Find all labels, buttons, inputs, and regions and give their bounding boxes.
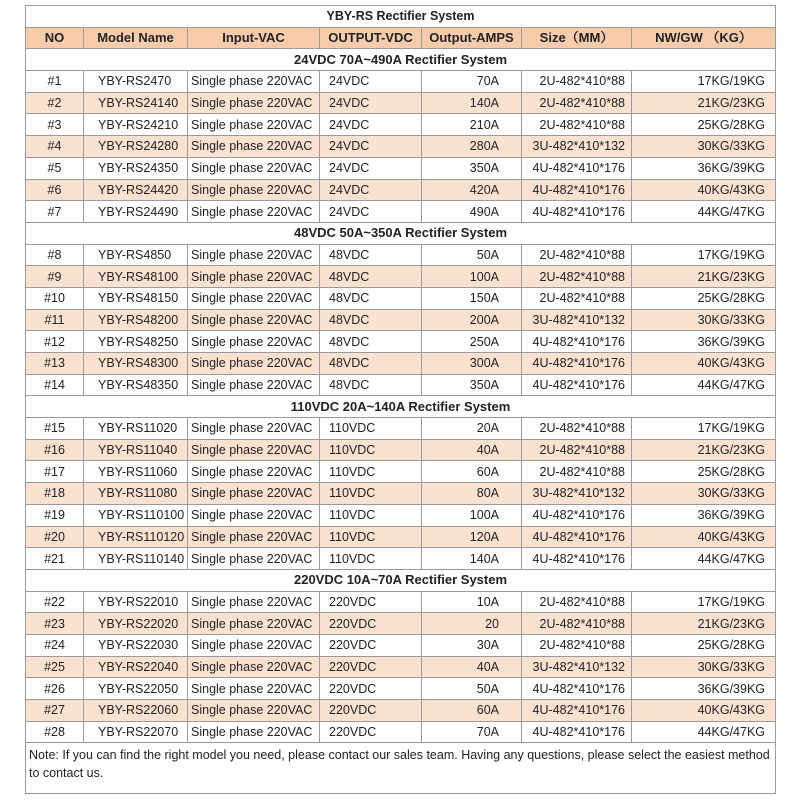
table-row bbox=[26, 526, 776, 548]
cell-size: 4U-482*410*176 bbox=[522, 353, 632, 375]
cell-weight: 40KG/43KG bbox=[632, 179, 776, 201]
cell-output-amps: 280A bbox=[422, 136, 522, 158]
cell-input-vac: Single phase 220VAC bbox=[188, 114, 320, 136]
cell-output-vdc: 24VDC bbox=[320, 157, 422, 179]
cell-output-amps: 250A bbox=[422, 331, 522, 353]
cell-output-amps: 40A bbox=[422, 439, 522, 461]
cell-no: #9 bbox=[26, 266, 84, 288]
cell-output-vdc: 24VDC bbox=[320, 71, 422, 93]
table-row bbox=[26, 71, 776, 93]
cell-output-vdc: 48VDC bbox=[320, 374, 422, 396]
cell-output-amps: 140A bbox=[422, 548, 522, 570]
note-row bbox=[26, 743, 776, 794]
cell-weight: 17KG/19KG bbox=[632, 244, 776, 266]
cell-weight: 40KG/43KG bbox=[632, 700, 776, 722]
cell-no: #28 bbox=[26, 721, 84, 743]
cell-weight: 36KG/39KG bbox=[632, 678, 776, 700]
cell-input-vac: Single phase 220VAC bbox=[188, 374, 320, 396]
cell-weight: 40KG/43KG bbox=[632, 353, 776, 375]
cell-output-amps: 100A bbox=[422, 266, 522, 288]
table-row bbox=[26, 353, 776, 375]
cell-output-amps: 350A bbox=[422, 374, 522, 396]
section-row bbox=[26, 396, 776, 418]
cell-model-name: YBY-RS48100 bbox=[84, 266, 188, 288]
cell-model-name: YBY-RS11080 bbox=[84, 483, 188, 505]
table-row bbox=[26, 287, 776, 309]
cell-no: #15 bbox=[26, 418, 84, 440]
cell-output-amps: 70A bbox=[422, 721, 522, 743]
table-row bbox=[26, 483, 776, 505]
cell-output-amps: 210A bbox=[422, 114, 522, 136]
cell-output-amps: 80A bbox=[422, 483, 522, 505]
cell-output-amps: 20A bbox=[422, 418, 522, 440]
header-row bbox=[26, 27, 776, 49]
cell-weight: 30KG/33KG bbox=[632, 136, 776, 158]
cell-output-vdc: 24VDC bbox=[320, 201, 422, 223]
cell-output-amps: 490A bbox=[422, 201, 522, 223]
cell-output-vdc: 48VDC bbox=[320, 331, 422, 353]
cell-output-vdc: 110VDC bbox=[320, 526, 422, 548]
cell-no: #13 bbox=[26, 353, 84, 375]
table-row bbox=[26, 374, 776, 396]
cell-output-vdc: 48VDC bbox=[320, 266, 422, 288]
table-row bbox=[26, 157, 776, 179]
cell-no: #26 bbox=[26, 678, 84, 700]
cell-input-vac: Single phase 220VAC bbox=[188, 287, 320, 309]
cell-input-vac: Single phase 220VAC bbox=[188, 526, 320, 548]
cell-no: #25 bbox=[26, 656, 84, 678]
cell-no: #7 bbox=[26, 201, 84, 223]
cell-size: 3U-482*410*132 bbox=[522, 309, 632, 331]
header-size: Size（MM） bbox=[522, 27, 632, 49]
cell-input-vac: Single phase 220VAC bbox=[188, 461, 320, 483]
header-no: NO bbox=[26, 27, 84, 49]
table-row bbox=[26, 504, 776, 526]
cell-no: #17 bbox=[26, 461, 84, 483]
cell-size: 4U-482*410*176 bbox=[522, 179, 632, 201]
cell-input-vac: Single phase 220VAC bbox=[188, 136, 320, 158]
cell-output-amps: 100A bbox=[422, 504, 522, 526]
table-title-row bbox=[26, 6, 776, 28]
cell-input-vac: Single phase 220VAC bbox=[188, 634, 320, 656]
cell-no: #27 bbox=[26, 700, 84, 722]
section-title: 220VDC 10A~70A Rectifier System bbox=[26, 569, 776, 591]
cell-no: #4 bbox=[26, 136, 84, 158]
cell-output-vdc: 220VDC bbox=[320, 613, 422, 635]
cell-output-amps: 120A bbox=[422, 526, 522, 548]
header-output-vdc: OUTPUT-VDC bbox=[320, 27, 422, 49]
cell-output-amps: 420A bbox=[422, 179, 522, 201]
cell-size: 2U-482*410*88 bbox=[522, 634, 632, 656]
cell-output-amps: 350A bbox=[422, 157, 522, 179]
cell-weight: 21KG/23KG bbox=[632, 266, 776, 288]
table-row bbox=[26, 656, 776, 678]
table-row bbox=[26, 179, 776, 201]
cell-weight: 17KG/19KG bbox=[632, 591, 776, 613]
cell-output-amps: 200A bbox=[422, 309, 522, 331]
cell-size: 2U-482*410*88 bbox=[522, 439, 632, 461]
cell-model-name: YBY-RS24490 bbox=[84, 201, 188, 223]
cell-input-vac: Single phase 220VAC bbox=[188, 179, 320, 201]
cell-size: 4U-482*410*176 bbox=[522, 721, 632, 743]
cell-size: 4U-482*410*176 bbox=[522, 331, 632, 353]
cell-size: 4U-482*410*176 bbox=[522, 548, 632, 570]
header-weight: NW/GW （KG） bbox=[632, 27, 776, 49]
rectifier-table bbox=[25, 5, 776, 794]
cell-output-amps: 60A bbox=[422, 461, 522, 483]
cell-input-vac: Single phase 220VAC bbox=[188, 700, 320, 722]
cell-weight: 44KG/47KG bbox=[632, 201, 776, 223]
cell-size: 4U-482*410*176 bbox=[522, 678, 632, 700]
table-row bbox=[26, 678, 776, 700]
cell-output-vdc: 220VDC bbox=[320, 656, 422, 678]
cell-no: #24 bbox=[26, 634, 84, 656]
cell-output-vdc: 48VDC bbox=[320, 287, 422, 309]
cell-model-name: YBY-RS48150 bbox=[84, 287, 188, 309]
table-row bbox=[26, 244, 776, 266]
cell-output-amps: 150A bbox=[422, 287, 522, 309]
cell-no: #12 bbox=[26, 331, 84, 353]
cell-weight: 36KG/39KG bbox=[632, 157, 776, 179]
header-output-amps: Output-AMPS bbox=[422, 27, 522, 49]
cell-weight: 25KG/28KG bbox=[632, 461, 776, 483]
cell-weight: 44KG/47KG bbox=[632, 374, 776, 396]
section-row bbox=[26, 569, 776, 591]
cell-output-vdc: 48VDC bbox=[320, 244, 422, 266]
cell-output-vdc: 220VDC bbox=[320, 634, 422, 656]
cell-no: #3 bbox=[26, 114, 84, 136]
cell-model-name: YBY-RS110120 bbox=[84, 526, 188, 548]
cell-model-name: YBY-RS22030 bbox=[84, 634, 188, 656]
table-row bbox=[26, 591, 776, 613]
cell-size: 4U-482*410*176 bbox=[522, 157, 632, 179]
cell-size: 2U-482*410*88 bbox=[522, 244, 632, 266]
cell-model-name: YBY-RS11040 bbox=[84, 439, 188, 461]
cell-output-vdc: 110VDC bbox=[320, 504, 422, 526]
cell-no: #19 bbox=[26, 504, 84, 526]
cell-no: #5 bbox=[26, 157, 84, 179]
cell-weight: 44KG/47KG bbox=[632, 721, 776, 743]
cell-size: 2U-482*410*88 bbox=[522, 461, 632, 483]
cell-no: #10 bbox=[26, 287, 84, 309]
cell-input-vac: Single phase 220VAC bbox=[188, 504, 320, 526]
cell-size: 4U-482*410*176 bbox=[522, 201, 632, 223]
cell-weight: 36KG/39KG bbox=[632, 504, 776, 526]
cell-weight: 21KG/23KG bbox=[632, 439, 776, 461]
cell-input-vac: Single phase 220VAC bbox=[188, 483, 320, 505]
cell-output-vdc: 110VDC bbox=[320, 548, 422, 570]
cell-output-amps: 50A bbox=[422, 678, 522, 700]
cell-input-vac: Single phase 220VAC bbox=[188, 92, 320, 114]
cell-output-amps: 40A bbox=[422, 656, 522, 678]
cell-size: 4U-482*410*176 bbox=[522, 374, 632, 396]
cell-weight: 17KG/19KG bbox=[632, 418, 776, 440]
cell-model-name: YBY-RS48200 bbox=[84, 309, 188, 331]
cell-no: #16 bbox=[26, 439, 84, 461]
cell-model-name: YBY-RS48250 bbox=[84, 331, 188, 353]
table-row bbox=[26, 721, 776, 743]
table-row bbox=[26, 700, 776, 722]
cell-model-name: YBY-RS2470 bbox=[84, 71, 188, 93]
cell-input-vac: Single phase 220VAC bbox=[188, 613, 320, 635]
cell-no: #8 bbox=[26, 244, 84, 266]
cell-output-vdc: 110VDC bbox=[320, 418, 422, 440]
cell-output-vdc: 24VDC bbox=[320, 136, 422, 158]
cell-size: 2U-482*410*88 bbox=[522, 418, 632, 440]
cell-model-name: YBY-RS4850 bbox=[84, 244, 188, 266]
cell-no: #6 bbox=[26, 179, 84, 201]
cell-size: 4U-482*410*176 bbox=[522, 700, 632, 722]
cell-model-name: YBY-RS24210 bbox=[84, 114, 188, 136]
cell-size: 2U-482*410*88 bbox=[522, 266, 632, 288]
cell-weight: 25KG/28KG bbox=[632, 114, 776, 136]
cell-weight: 21KG/23KG bbox=[632, 92, 776, 114]
cell-no: #14 bbox=[26, 374, 84, 396]
table-row bbox=[26, 418, 776, 440]
cell-size: 3U-482*410*132 bbox=[522, 656, 632, 678]
table-row bbox=[26, 266, 776, 288]
cell-model-name: YBY-RS22050 bbox=[84, 678, 188, 700]
cell-model-name: YBY-RS24280 bbox=[84, 136, 188, 158]
cell-model-name: YBY-RS11020 bbox=[84, 418, 188, 440]
section-row bbox=[26, 222, 776, 244]
table-row bbox=[26, 331, 776, 353]
table-row bbox=[26, 92, 776, 114]
cell-weight: 25KG/28KG bbox=[632, 287, 776, 309]
cell-input-vac: Single phase 220VAC bbox=[188, 678, 320, 700]
cell-weight: 25KG/28KG bbox=[632, 634, 776, 656]
cell-output-vdc: 24VDC bbox=[320, 114, 422, 136]
table-row bbox=[26, 309, 776, 331]
cell-model-name: YBY-RS22010 bbox=[84, 591, 188, 613]
cell-output-vdc: 110VDC bbox=[320, 439, 422, 461]
cell-size: 4U-482*410*176 bbox=[522, 526, 632, 548]
cell-input-vac: Single phase 220VAC bbox=[188, 201, 320, 223]
note-text: Note: If you can find the right model you need, please contact our sales team. Having any questions, please select the easiest method to contact us. bbox=[26, 743, 776, 794]
cell-no: #11 bbox=[26, 309, 84, 331]
cell-weight: 40KG/43KG bbox=[632, 526, 776, 548]
section-row bbox=[26, 49, 776, 71]
cell-no: #20 bbox=[26, 526, 84, 548]
cell-output-vdc: 24VDC bbox=[320, 179, 422, 201]
cell-input-vac: Single phase 220VAC bbox=[188, 353, 320, 375]
cell-input-vac: Single phase 220VAC bbox=[188, 721, 320, 743]
cell-output-amps: 50A bbox=[422, 244, 522, 266]
table-row bbox=[26, 136, 776, 158]
cell-output-vdc: 24VDC bbox=[320, 92, 422, 114]
cell-weight: 44KG/47KG bbox=[632, 548, 776, 570]
cell-no: #18 bbox=[26, 483, 84, 505]
cell-size: 2U-482*410*88 bbox=[522, 613, 632, 635]
cell-no: #23 bbox=[26, 613, 84, 635]
cell-input-vac: Single phase 220VAC bbox=[188, 244, 320, 266]
cell-output-vdc: 220VDC bbox=[320, 591, 422, 613]
table-row bbox=[26, 548, 776, 570]
cell-input-vac: Single phase 220VAC bbox=[188, 309, 320, 331]
cell-output-vdc: 220VDC bbox=[320, 721, 422, 743]
table-row bbox=[26, 461, 776, 483]
cell-weight: 30KG/33KG bbox=[632, 309, 776, 331]
table-row bbox=[26, 634, 776, 656]
cell-input-vac: Single phase 220VAC bbox=[188, 331, 320, 353]
section-title: 110VDC 20A~140A Rectifier System bbox=[26, 396, 776, 418]
cell-output-amps: 140A bbox=[422, 92, 522, 114]
cell-size: 2U-482*410*88 bbox=[522, 114, 632, 136]
cell-size: 3U-482*410*132 bbox=[522, 136, 632, 158]
cell-output-amps: 20 bbox=[422, 613, 522, 635]
cell-no: #21 bbox=[26, 548, 84, 570]
table-row bbox=[26, 201, 776, 223]
table-row bbox=[26, 439, 776, 461]
cell-no: #2 bbox=[26, 92, 84, 114]
cell-input-vac: Single phase 220VAC bbox=[188, 266, 320, 288]
cell-input-vac: Single phase 220VAC bbox=[188, 418, 320, 440]
cell-model-name: YBY-RS22060 bbox=[84, 700, 188, 722]
cell-weight: 30KG/33KG bbox=[632, 656, 776, 678]
cell-size: 2U-482*410*88 bbox=[522, 287, 632, 309]
table-title: YBY-RS Rectifier System bbox=[26, 6, 776, 28]
cell-input-vac: Single phase 220VAC bbox=[188, 71, 320, 93]
cell-output-amps: 10A bbox=[422, 591, 522, 613]
cell-input-vac: Single phase 220VAC bbox=[188, 656, 320, 678]
cell-no: #1 bbox=[26, 71, 84, 93]
cell-model-name: YBY-RS48300 bbox=[84, 353, 188, 375]
cell-model-name: YBY-RS24350 bbox=[84, 157, 188, 179]
cell-model-name: YBY-RS22020 bbox=[84, 613, 188, 635]
cell-weight: 21KG/23KG bbox=[632, 613, 776, 635]
table-row bbox=[26, 114, 776, 136]
cell-input-vac: Single phase 220VAC bbox=[188, 157, 320, 179]
cell-weight: 36KG/39KG bbox=[632, 331, 776, 353]
section-title: 24VDC 70A~490A Rectifier System bbox=[26, 49, 776, 71]
cell-size: 2U-482*410*88 bbox=[522, 71, 632, 93]
cell-input-vac: Single phase 220VAC bbox=[188, 548, 320, 570]
cell-input-vac: Single phase 220VAC bbox=[188, 591, 320, 613]
cell-model-name: YBY-RS110100 bbox=[84, 504, 188, 526]
header-input-vac: Input-VAC bbox=[188, 27, 320, 49]
cell-size: 2U-482*410*88 bbox=[522, 591, 632, 613]
table-row bbox=[26, 613, 776, 635]
cell-output-vdc: 110VDC bbox=[320, 483, 422, 505]
cell-output-vdc: 110VDC bbox=[320, 461, 422, 483]
cell-model-name: YBY-RS22040 bbox=[84, 656, 188, 678]
cell-model-name: YBY-RS110140 bbox=[84, 548, 188, 570]
cell-no: #22 bbox=[26, 591, 84, 613]
cell-model-name: YBY-RS48350 bbox=[84, 374, 188, 396]
cell-output-vdc: 48VDC bbox=[320, 309, 422, 331]
cell-output-amps: 60A bbox=[422, 700, 522, 722]
cell-model-name: YBY-RS11060 bbox=[84, 461, 188, 483]
cell-model-name: YBY-RS22070 bbox=[84, 721, 188, 743]
cell-size: 4U-482*410*176 bbox=[522, 504, 632, 526]
section-title: 48VDC 50A~350A Rectifier System bbox=[26, 222, 776, 244]
cell-model-name: YBY-RS24420 bbox=[84, 179, 188, 201]
cell-size: 3U-482*410*132 bbox=[522, 483, 632, 505]
cell-output-vdc: 220VDC bbox=[320, 700, 422, 722]
cell-input-vac: Single phase 220VAC bbox=[188, 439, 320, 461]
cell-weight: 30KG/33KG bbox=[632, 483, 776, 505]
cell-model-name: YBY-RS24140 bbox=[84, 92, 188, 114]
cell-size: 2U-482*410*88 bbox=[522, 92, 632, 114]
header-model-name: Model Name bbox=[84, 27, 188, 49]
rectifier-spec-sheet bbox=[25, 5, 775, 794]
cell-output-amps: 30A bbox=[422, 634, 522, 656]
cell-output-amps: 70A bbox=[422, 71, 522, 93]
cell-output-vdc: 48VDC bbox=[320, 353, 422, 375]
cell-output-amps: 300A bbox=[422, 353, 522, 375]
cell-weight: 17KG/19KG bbox=[632, 71, 776, 93]
cell-output-vdc: 220VDC bbox=[320, 678, 422, 700]
